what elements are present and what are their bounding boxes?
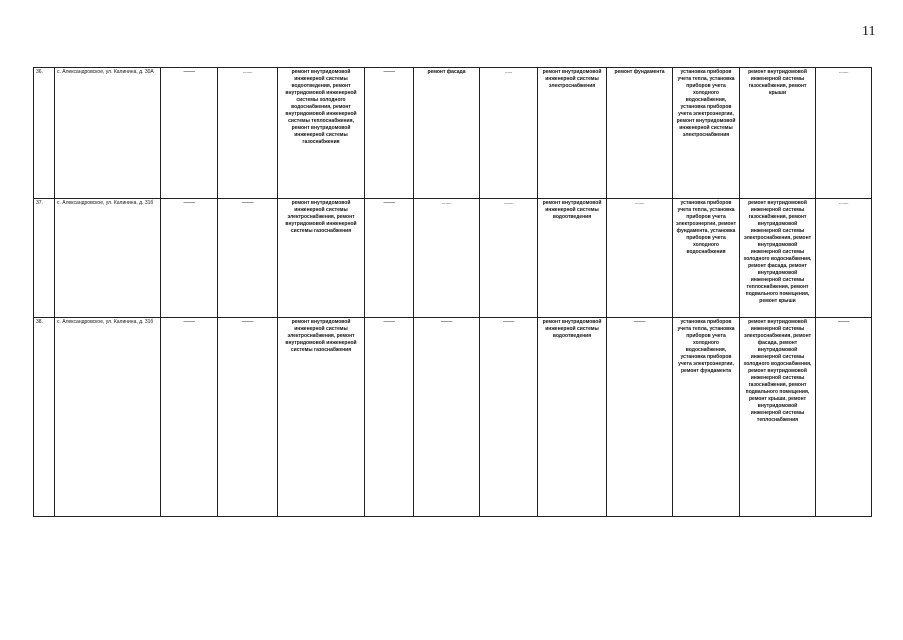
dash: —— [383,69,395,75]
work-cell [480,318,538,517]
work-cell [480,68,538,199]
dash: —— [441,319,452,325]
dash: —— [183,200,195,206]
work-cell [218,199,278,318]
work-cell: установка приборов учета тепла, установка приборов учета электроэнергии, ремонт фундамента, установка приборов учета холодного водоснабжения [673,199,740,318]
work-cell: ремонт внутридомовой инженерной системы электроснабжения [538,68,607,199]
work-cell [816,318,872,517]
work-cell: установка приборов учета тепла, установка приборов учета холодного водоснабжения, установка приборов учета электроэнергии, ремонт внутридомовой инженерной системы электроснабжения [673,68,740,199]
table-row [34,68,872,199]
dash: ........ [242,69,253,75]
work-cell: ремонт фундамента [607,68,673,199]
dash: —— [183,69,195,75]
capital-repair-table [33,67,872,517]
address-cell: с. Александровское, ул. Калинина, д. 30А [55,68,161,199]
work-cell [365,318,414,517]
dash: ........ [503,200,514,206]
work-cell: ремонт внутридомовой инженерной системы водоотведения [538,199,607,318]
work-cell: ремонт внутридомовой инженерной системы газоснабжения, ремонт крыши [740,68,816,199]
work-cell [607,199,673,318]
dash: —— [242,200,253,206]
dash: —— [183,319,195,325]
row-number: 36. [34,68,55,199]
dash: ........ [634,200,645,206]
work-cell [161,68,218,199]
work-cell [161,318,218,517]
address-cell: с. Александровское, ул. Калинина, д. 31б [55,199,161,318]
dash: —— [383,200,395,206]
work-cell: установка приборов учета тепла, установка приборов учета холодного водоснабжения, установка приборов учета электроэнергии, ремонт фундамента [673,318,740,517]
page-number: 11 [862,24,876,39]
work-cell: ремонт внутридомовой инженерной системы электроснабжения, ремонт внутридомовой инженерной системы газоснабжения [278,318,365,517]
dash: ...... [504,69,512,75]
work-cell: ремонт внутридомовой инженерной системы электроснабжения, ремонт внутридомовой инженерной системы газоснабжения [278,199,365,318]
work-cell: ремонт фасада [414,68,480,199]
dash: ........ [441,200,452,206]
work-cell [161,199,218,318]
table-row [34,199,872,318]
dash: —— [383,319,395,325]
work-cell [480,199,538,318]
work-cell [365,199,414,318]
work-cell: ремонт внутридомовой инженерной системы электроснабжения, ремонт фасада, ремонт внутридомовой инженерной системы холодного водоснабжения, ремонт внутридомовой инженерной системы газоснабжения, ремонт подвального помещения, ремонт крыши, ремонт внутридомовой инженерной системы теплоснабжения [740,318,816,517]
address-cell: с. Александровское, ул. Калинина, д. 31б [55,318,161,517]
row-number: 37. [34,199,55,318]
work-cell [816,199,872,318]
work-cell: ремонт внутридомовой инженерной системы водоотведения [538,318,607,517]
work-cell [414,318,480,517]
dash: —— [503,319,514,325]
dash: —— [838,319,849,325]
work-cell [218,68,278,199]
work-cell [816,68,872,199]
dash: —— [242,319,253,325]
dash: ........ [838,69,849,75]
work-cell [365,68,414,199]
work-cell [414,199,480,318]
row-number: 38. [34,318,55,517]
work-cell: ремонт внутридомовой инженерной системы водоотведения, ремонт внутридомовой инженерной системы холодного водоснабжения, ремонт внутридомовой инженерной системы теплоснабжения, ремонт внутридомовой инженерной системы газоснабжения [278,68,365,199]
table-row [34,318,872,517]
dash: —— [634,319,645,325]
dash: ........ [838,200,849,206]
work-cell [607,318,673,517]
work-cell [218,318,278,517]
work-cell: ремонт внутридомовой инженерной системы газоснабжения, ремонт внутридомовой инженерной системы электроснабжения, ремонт внутридомовой инженерной системы холодного водоснабжения, ремонт фасада, ремонт внутридомовой инженерной системы теплоснабжения, ремонт подвального помещения, ремонт крыши [740,199,816,318]
